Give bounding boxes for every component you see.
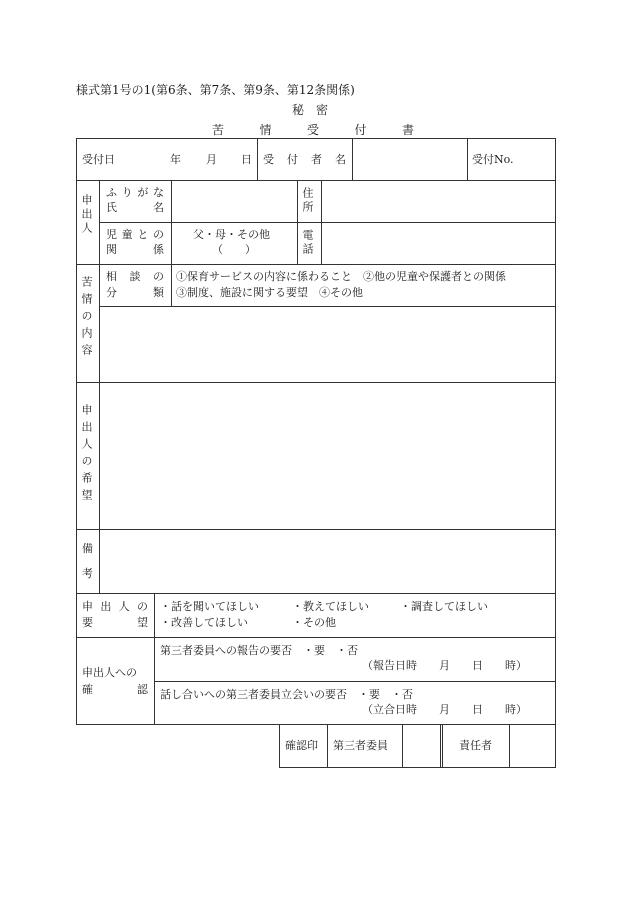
secret-label: 秘 密 [292, 103, 329, 117]
col-divider [442, 724, 443, 767]
receipt-date-label: 受付日 [82, 153, 115, 166]
attendance-question: 話し合いへの第三者委員立会いの要否 ・要 ・否 [160, 688, 413, 701]
row-divider [76, 264, 556, 265]
relation-other-blank: （ ） [212, 243, 256, 256]
phone-label: 電話 [301, 229, 314, 257]
stamp-table-bottom [279, 767, 556, 768]
document-title: 苦 情 受 付 書 [212, 123, 414, 137]
col-divider [154, 593, 155, 724]
col-divider [467, 138, 468, 180]
demand-option-listen: ・話を聞いてほしい [160, 600, 259, 613]
confirm-label-line2: 確 認 [82, 683, 148, 696]
month-label: 月 [206, 153, 217, 166]
row-divider [76, 724, 556, 725]
receipt-number-label: 受付No. [472, 153, 514, 166]
row-divider [99, 222, 556, 223]
table-border-right [555, 138, 556, 767]
row-divider [76, 593, 556, 594]
demand-option-investigate: ・調査してほしい [400, 600, 488, 613]
attendance-datetime: （立合日時 月 日 時） [362, 703, 527, 716]
furigana-label: ふ り が な [106, 186, 164, 199]
col-divider [352, 138, 353, 180]
row-divider [154, 681, 556, 682]
report-datetime: （報告日時 月 日 時） [362, 659, 527, 672]
year-label: 年 [170, 153, 181, 166]
demand-option-other: ・その他 [292, 616, 336, 629]
demands-label-line1: 申 出 人 の [82, 600, 148, 613]
wishes-section-label: 申出人の希望 [80, 404, 93, 506]
receiver-name-label: 受 付 者 名 [263, 153, 346, 166]
third-party-label: 第三者委員 [333, 739, 388, 752]
row-divider [99, 306, 556, 307]
relation-label-line1: 児 童 と の [106, 228, 164, 241]
address-label: 住所 [301, 187, 314, 215]
col-divider [440, 724, 441, 767]
table-border-left [76, 138, 77, 724]
category-options-line2: ③制度、施設に関する要望 ④その他 [176, 286, 363, 299]
applicant-section-label: 申出人 [80, 194, 93, 236]
row-divider [76, 382, 556, 383]
col-divider [171, 264, 172, 306]
name-label: 氏 名 [106, 201, 164, 214]
col-divider [509, 724, 510, 767]
report-question: 第三者委員への報告の要否 ・要 ・否 [160, 644, 358, 657]
col-divider [321, 180, 322, 264]
col-divider [99, 180, 100, 593]
confirm-seal-label: 確認印 [285, 739, 318, 752]
col-divider [257, 138, 258, 180]
relation-options: 父・母・その他 [193, 228, 270, 241]
day-label: 日 [241, 153, 252, 166]
category-options-line1: ①保育サービスの内容に係わること ②他の児童や保護者との関係 [176, 270, 506, 283]
table-border-top [76, 138, 556, 139]
relation-label-line2: 関 係 [106, 243, 164, 256]
col-divider [171, 180, 172, 264]
row-divider [76, 180, 556, 181]
confirm-label-line1: 申出人への [82, 666, 137, 679]
col-divider [327, 724, 328, 767]
col-divider [297, 180, 298, 264]
category-label-line1: 相 談 の [106, 270, 164, 283]
remarks-label-1: 備 [82, 542, 93, 555]
remarks-label-2: 考 [82, 567, 93, 580]
demand-option-teach: ・教えてほしい [292, 600, 369, 613]
col-divider [279, 724, 280, 767]
complaint-section-label: 苦情の内容 [80, 276, 93, 361]
category-label-line2: 分 類 [106, 286, 164, 299]
row-divider [76, 529, 556, 530]
col-divider [402, 724, 403, 767]
row-divider [76, 637, 556, 638]
form-number: 様式第1号の1(第6条、第7条、第9条、第12条関係) [76, 83, 355, 97]
demand-option-improve: ・改善してほしい [160, 616, 248, 629]
demands-label-line2: 要 望 [82, 616, 148, 629]
responsible-label: 責任者 [459, 739, 492, 752]
